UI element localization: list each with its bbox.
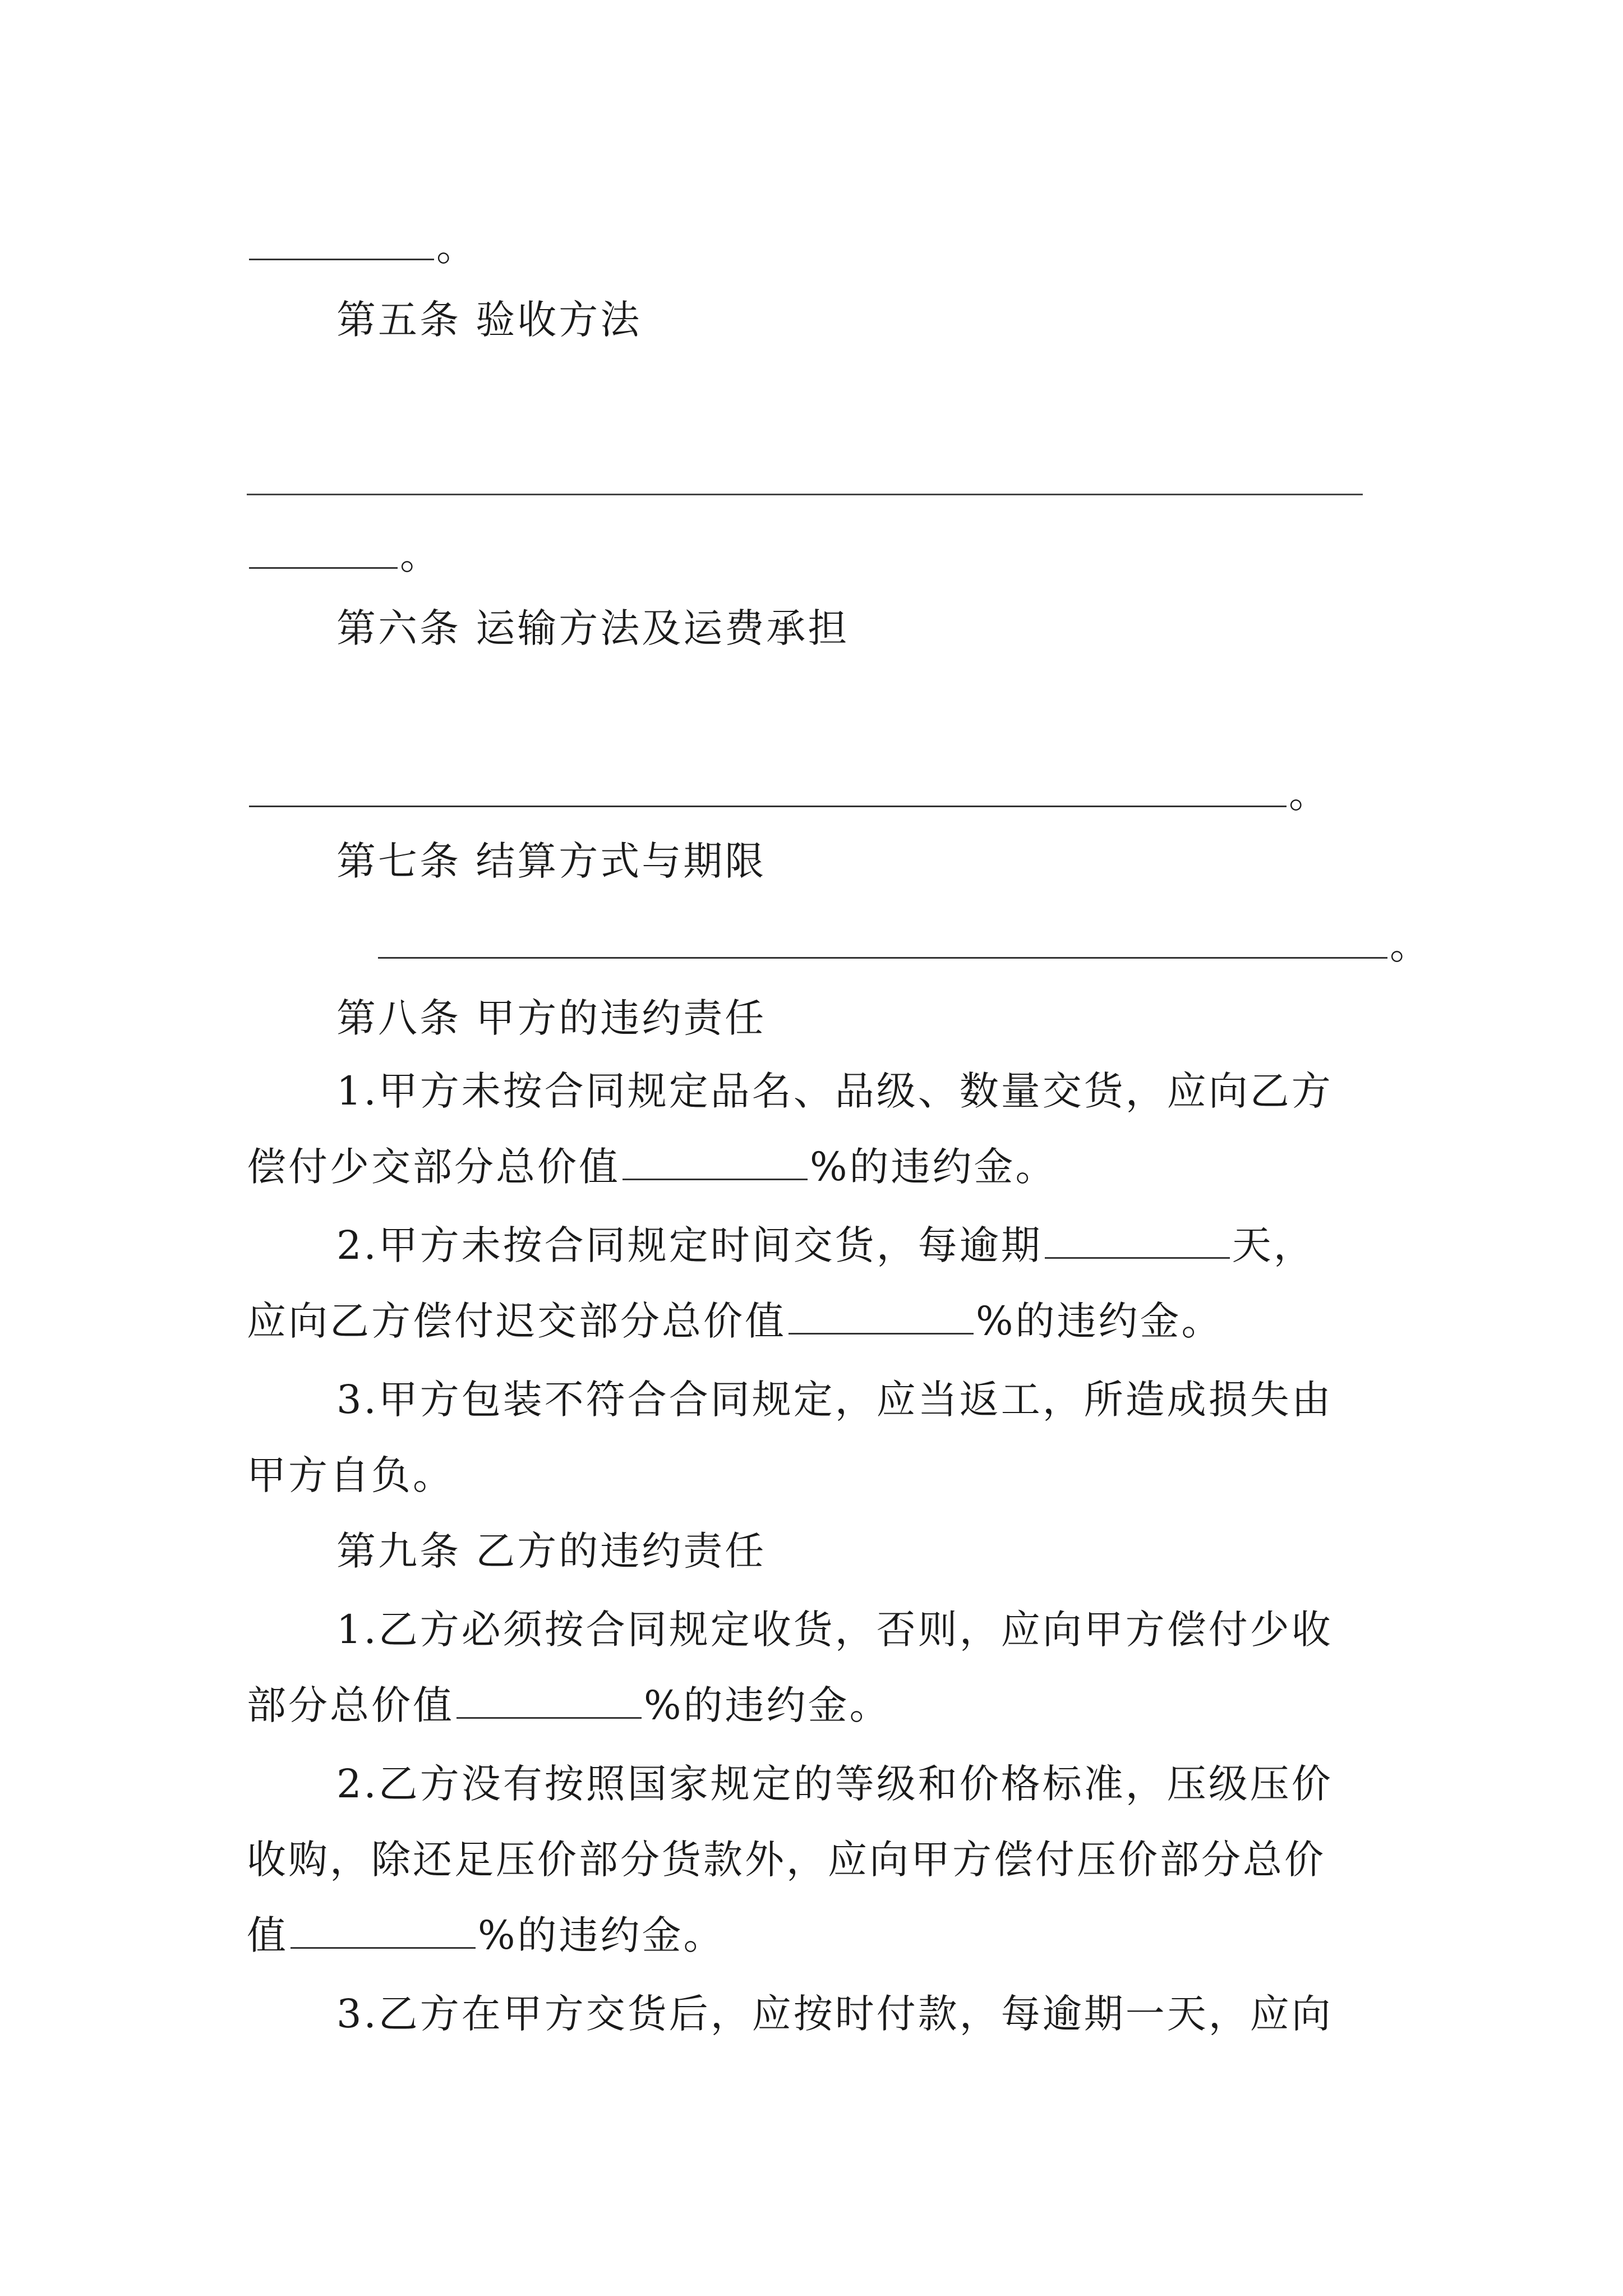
continued-blank-line: 。	[247, 530, 441, 581]
fill-in-blank	[378, 923, 1387, 959]
article-8-clause-1-cont: 偿付少交部分总价值 %的违约金。	[247, 1144, 1057, 1190]
continued-blank-line: 。	[247, 769, 1330, 819]
article-9-clause-2-cont: 收购，除还足压价部分货款外，应向甲方偿付压价部分总价	[247, 1837, 1326, 1883]
article-8-clause-3-cont: 甲方自负。	[247, 1452, 454, 1498]
percentage-blank	[291, 1913, 476, 1949]
article-9-title: 第九条 乙方的违约责任	[336, 1528, 767, 1574]
fill-in-blank-rule	[247, 494, 1363, 495]
fill-in-blank	[249, 225, 434, 260]
continued-blank-line: 。	[376, 920, 1431, 970]
days-blank	[1045, 1223, 1230, 1259]
article-7-title: 第七条 结算方式与期限	[336, 838, 767, 884]
article-9-clause-1: 1.乙方必须按合同规定收货，否则，应向甲方偿付少收	[336, 1607, 1333, 1653]
percentage-blank	[623, 1145, 808, 1180]
article-8-clause-2-cont: 应向乙方偿付迟交部分总价值 %的违约金。	[247, 1298, 1223, 1344]
article-8-clause-2: 2.甲方未按合同规定时间交货，每逾期 天，	[336, 1222, 1315, 1268]
percentage-blank	[789, 1299, 974, 1335]
article-9-clause-3: 3.乙方在甲方交货后，应按时付款，每逾期一天，应向	[336, 1991, 1333, 2037]
percentage-blank	[457, 1683, 642, 1719]
article-8-clause-3: 3.甲方包装不符合合同规定，应当返工，所造成损失由	[336, 1377, 1333, 1423]
article-5-title: 第五条 验收方法	[336, 297, 642, 343]
article-9-clause-2: 2.乙方没有按照国家规定的等级和价格标准，压级压价	[336, 1761, 1333, 1807]
fill-in-blank	[249, 772, 1287, 807]
article-6-title: 第六条 运输方法及运费承担	[336, 605, 850, 651]
continued-blank-line: 。	[247, 222, 478, 272]
article-8-title: 第八条 甲方的违约责任	[336, 995, 767, 1041]
article-9-clause-2-cont: 值 %的违约金。	[247, 1912, 725, 1958]
fill-in-blank	[249, 533, 398, 569]
article-8-clause-1: 1.甲方未按合同规定品名、品级、数量交货，应向乙方	[336, 1068, 1333, 1114]
article-9-clause-1-cont: 部分总价值 %的违约金。	[247, 1682, 891, 1728]
